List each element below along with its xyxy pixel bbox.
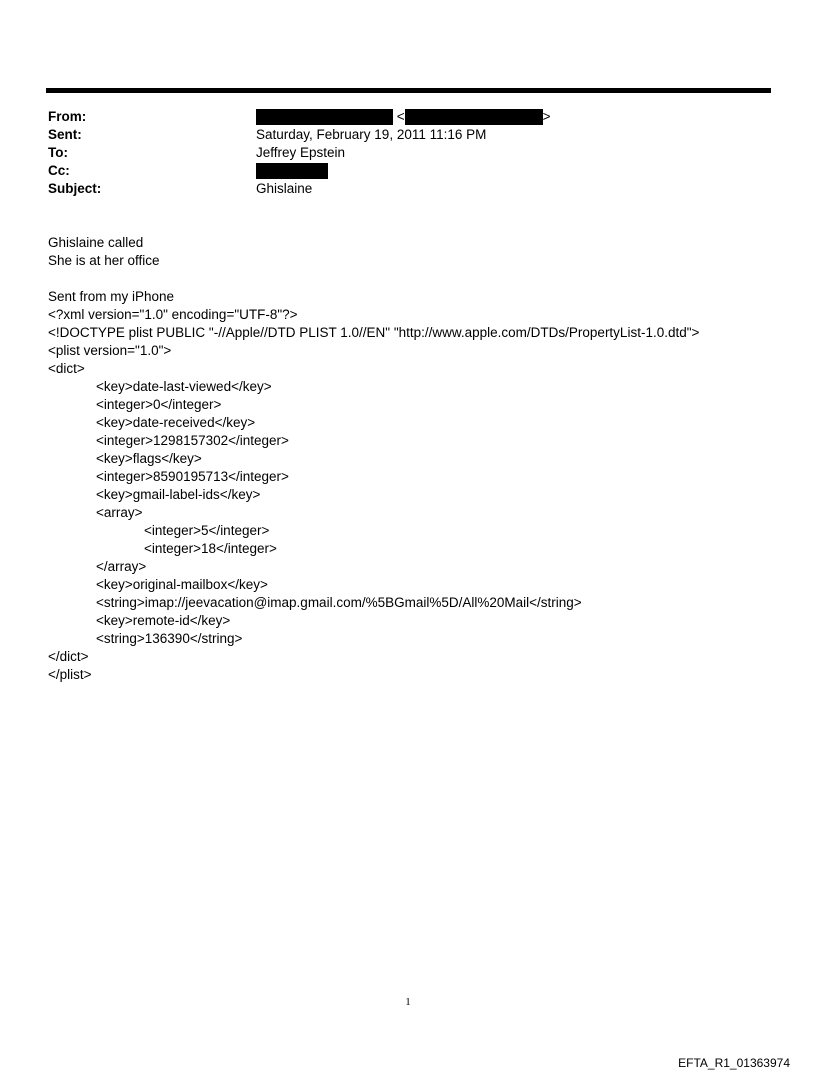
body-line: She is at her office <box>48 253 160 268</box>
body-line: <key>flags</key> <box>96 451 202 466</box>
email-header <box>48 108 768 198</box>
body-line: <dict> <box>48 361 85 376</box>
cc-row <box>48 162 768 180</box>
body-line: </array> <box>96 559 147 574</box>
body-line: <!DOCTYPE plist PUBLIC "-//Apple//DTD PLIST 1.0//EN" "http://www.apple.com/DTDs/PropertyList-1.0.dtd"> <box>48 325 700 340</box>
document-id: EFTA_R1_01363974 <box>678 1056 790 1070</box>
sent-label: Sent: <box>48 127 82 142</box>
body-line: <integer>1298157302</integer> <box>96 433 289 448</box>
redaction-box <box>256 163 328 179</box>
cc-value <box>256 162 768 180</box>
body-line: </plist> <box>48 667 92 682</box>
body-line: Sent from my iPhone <box>48 289 175 304</box>
body-line: </dict> <box>48 649 89 664</box>
body-line: <key>date-received</key> <box>96 415 256 430</box>
body-line: <string>imap://jeevacation@imap.gmail.com/%5BGmail%5D/All%20Mail</string> <box>96 595 582 610</box>
from-email-open: < <box>396 109 405 124</box>
from-value <box>256 108 768 126</box>
from-label: From: <box>48 109 87 124</box>
cc-label: Cc: <box>48 163 70 178</box>
to-row <box>48 144 768 162</box>
from-row <box>48 108 768 126</box>
redaction-box <box>256 109 393 125</box>
body-line: Ghislaine called <box>48 235 144 250</box>
subject-value: Ghislaine <box>256 181 313 196</box>
body-line: <integer>0</integer> <box>96 397 222 412</box>
from-email-close: > <box>542 109 551 124</box>
body-line: <key>date-last-viewed</key> <box>96 379 272 394</box>
body-line: <key>gmail-label-ids</key> <box>96 487 261 502</box>
page-number: 1 <box>405 996 411 1008</box>
body-line: <key>original-mailbox</key> <box>96 577 268 592</box>
to-label: To: <box>48 145 68 160</box>
header-rule <box>46 88 771 93</box>
email-body <box>48 234 788 684</box>
body-line: <array> <box>96 505 143 520</box>
body-line: <plist version="1.0"> <box>48 343 172 358</box>
sent-row <box>48 126 768 144</box>
redaction-box <box>405 109 543 125</box>
sent-value: Saturday, February 19, 2011 11:16 PM <box>256 127 487 142</box>
subject-label: Subject: <box>48 181 102 196</box>
body-line: <string>136390</string> <box>96 631 243 646</box>
body-line: <integer>18</integer> <box>144 541 277 556</box>
subject-row <box>48 180 768 198</box>
to-value: Jeffrey Epstein <box>256 145 346 160</box>
body-line: <integer>5</integer> <box>144 523 270 538</box>
body-line: <integer>8590195713</integer> <box>96 469 289 484</box>
body-line <box>48 270 788 288</box>
body-line: <?xml version="1.0" encoding="UTF-8"?> <box>48 307 298 322</box>
body-line: <key>remote-id</key> <box>96 613 231 628</box>
